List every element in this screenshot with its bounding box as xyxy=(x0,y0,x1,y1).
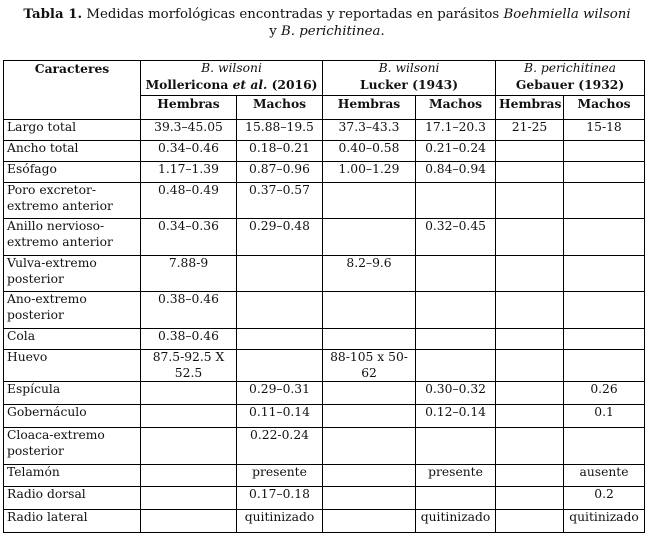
group-3-author: Gebauer (1932) xyxy=(515,76,625,92)
row-label: Cola xyxy=(4,329,141,350)
row-label: Poro excretor-extremo anterior xyxy=(4,183,141,219)
table-cell: 0.48–0.49 xyxy=(141,183,237,219)
caption-species-2: B. perichitinea xyxy=(281,24,381,39)
table-cell: 0.1 xyxy=(564,405,645,428)
group-1-author-italic: et al. xyxy=(232,76,268,92)
table-cell xyxy=(416,292,496,329)
group-1-author: Mollericona xyxy=(145,76,233,92)
group-1-species: B. wilsoni xyxy=(201,61,262,75)
table-cell xyxy=(564,292,645,329)
table-cell xyxy=(496,428,564,465)
table-cell xyxy=(416,329,496,350)
table-row xyxy=(4,465,645,487)
table-row xyxy=(4,219,645,256)
table-cell xyxy=(323,292,416,329)
table-row xyxy=(4,405,645,428)
table-cell xyxy=(564,219,645,256)
caption-line2-prefix: y xyxy=(269,24,282,39)
table-cell: ausente xyxy=(564,465,645,487)
morphology-table xyxy=(3,60,645,533)
table-row xyxy=(4,329,645,350)
caption-species-1: Boehmiella wilsoni xyxy=(503,7,631,22)
table-cell: 15-18 xyxy=(564,120,645,141)
table-cell: 0.21–0.24 xyxy=(416,141,496,162)
table-cell: 0.17–0.18 xyxy=(237,487,323,510)
table-cell xyxy=(141,487,237,510)
table-cell xyxy=(416,487,496,510)
group-header-3 xyxy=(496,61,645,96)
table-cell xyxy=(323,183,416,219)
table-cell: 0.84–0.94 xyxy=(416,162,496,183)
table-cell xyxy=(496,256,564,292)
table-cell xyxy=(416,183,496,219)
table-cell: 7.88-9 xyxy=(141,256,237,292)
table-cell xyxy=(564,428,645,465)
row-label: Huevo xyxy=(4,350,141,382)
row-label: Radio dorsal xyxy=(4,487,141,510)
table-cell: 0.87–0.96 xyxy=(237,162,323,183)
row-label: Vulva-extremo posterior xyxy=(4,256,141,292)
table-cell xyxy=(323,219,416,256)
table-cell xyxy=(323,428,416,465)
table-cell: 0.26 xyxy=(564,382,645,405)
table-cell xyxy=(496,405,564,428)
row-label: Ancho total xyxy=(4,141,141,162)
table-cell: presente xyxy=(237,465,323,487)
sex-header: Hembras xyxy=(141,96,237,120)
row-label: Gobernáculo xyxy=(4,405,141,428)
row-label: Anillo nervioso-extremo anterior xyxy=(4,219,141,256)
sex-header: Machos xyxy=(237,96,323,120)
row-label: Cloaca-extremo posterior xyxy=(4,428,141,465)
row-label: Radio lateral xyxy=(4,510,141,533)
table-row xyxy=(4,292,645,329)
table-cell: 88-105 x 50-62 xyxy=(323,350,416,382)
table-row xyxy=(4,350,645,382)
table-cell xyxy=(564,350,645,382)
row-label: Telamón xyxy=(4,465,141,487)
table-cell xyxy=(564,162,645,183)
table-cell: 87.5-92.5 X 52.5 xyxy=(141,350,237,382)
table-row xyxy=(4,120,645,141)
group-1-author-suffix: (2016) xyxy=(267,76,318,92)
table-cell: 0.38–0.46 xyxy=(141,292,237,329)
table-cell xyxy=(496,162,564,183)
table-cell xyxy=(564,256,645,292)
table-cell: 0.34–0.36 xyxy=(141,219,237,256)
caption-text: Medidas morfológicas encontradas y reportadas en parásitos xyxy=(82,7,504,22)
sex-header: Machos xyxy=(564,96,645,120)
caption-label: Tabla 1. xyxy=(23,7,83,22)
table-cell xyxy=(496,329,564,350)
table-cell: 0.38–0.46 xyxy=(141,329,237,350)
table-row xyxy=(4,256,645,292)
table-cell xyxy=(141,428,237,465)
table-cell: 0.12–0.14 xyxy=(416,405,496,428)
sex-header: Machos xyxy=(416,96,496,120)
table-cell: 39.3–45.05 xyxy=(141,120,237,141)
table-cell xyxy=(323,510,416,533)
table-cell xyxy=(141,465,237,487)
table-cell xyxy=(496,465,564,487)
table-cell xyxy=(496,219,564,256)
table-cell xyxy=(496,292,564,329)
table-cell: 1.17–1.39 xyxy=(141,162,237,183)
table-row xyxy=(4,183,645,219)
table-cell: 15.88–19.5 xyxy=(237,120,323,141)
table-cell: 1.00–1.29 xyxy=(323,162,416,183)
table-row xyxy=(4,428,645,465)
group-header-1 xyxy=(141,61,323,96)
table-cell xyxy=(416,428,496,465)
row-label: Espícula xyxy=(4,382,141,405)
table-row xyxy=(4,487,645,510)
table-cell: quitinizado xyxy=(237,510,323,533)
table-cell: 0.2 xyxy=(564,487,645,510)
table-cell xyxy=(323,382,416,405)
table-cell xyxy=(237,292,323,329)
characters-header: Caracteres xyxy=(4,61,141,120)
group-2-species: B. wilsoni xyxy=(378,61,440,75)
table-cell xyxy=(496,141,564,162)
caption-line2-suffix: . xyxy=(380,24,385,39)
table-cell: 21-25 xyxy=(496,120,564,141)
sex-header: Hembras xyxy=(323,96,416,120)
table-cell: 0.29–0.48 xyxy=(237,219,323,256)
table-cell xyxy=(496,487,564,510)
table-cell: 0.30–0.32 xyxy=(416,382,496,405)
table-cell: 0.29–0.31 xyxy=(237,382,323,405)
table-cell xyxy=(564,329,645,350)
table-cell: 0.18–0.21 xyxy=(237,141,323,162)
table-cell xyxy=(323,487,416,510)
table-cell xyxy=(564,183,645,219)
table-cell xyxy=(141,382,237,405)
table-cell: 0.11–0.14 xyxy=(237,405,323,428)
table-cell: 37.3–43.3 xyxy=(323,120,416,141)
table-row xyxy=(4,510,645,533)
table-cell xyxy=(416,350,496,382)
table-cell: 0.40–0.58 xyxy=(323,141,416,162)
row-label: Esófago xyxy=(4,162,141,183)
group-3-species: B. perichitinea xyxy=(524,61,617,75)
table-cell xyxy=(416,256,496,292)
table-cell xyxy=(323,405,416,428)
table-cell xyxy=(496,382,564,405)
table-cell xyxy=(141,510,237,533)
table-cell xyxy=(496,510,564,533)
table-cell: 0.32–0.45 xyxy=(416,219,496,256)
table-cell: quitinizado xyxy=(416,510,496,533)
table-cell: 0.22-0.24 xyxy=(237,428,323,465)
sex-header: Hembras xyxy=(496,96,564,120)
table-row xyxy=(4,141,645,162)
table-cell xyxy=(141,405,237,428)
table-cell xyxy=(237,350,323,382)
table-caption xyxy=(0,0,654,52)
group-2-author: Lucker (1943) xyxy=(360,76,459,92)
table-cell xyxy=(564,141,645,162)
table-cell: 8.2–9.6 xyxy=(323,256,416,292)
table-cell xyxy=(496,183,564,219)
table-cell xyxy=(323,329,416,350)
table-cell xyxy=(323,465,416,487)
row-label: Largo total xyxy=(4,120,141,141)
table-cell xyxy=(496,350,564,382)
group-header-2 xyxy=(323,61,496,96)
header-row-groups xyxy=(4,61,645,96)
table-row xyxy=(4,162,645,183)
table-cell: quitinizado xyxy=(564,510,645,533)
table-cell: 0.37–0.57 xyxy=(237,183,323,219)
table-cell: 17.1–20.3 xyxy=(416,120,496,141)
table-cell xyxy=(237,329,323,350)
table-row xyxy=(4,382,645,405)
table-cell: 0.34–0.46 xyxy=(141,141,237,162)
row-label: Ano-extremo posterior xyxy=(4,292,141,329)
table-cell: presente xyxy=(416,465,496,487)
table-cell xyxy=(237,256,323,292)
